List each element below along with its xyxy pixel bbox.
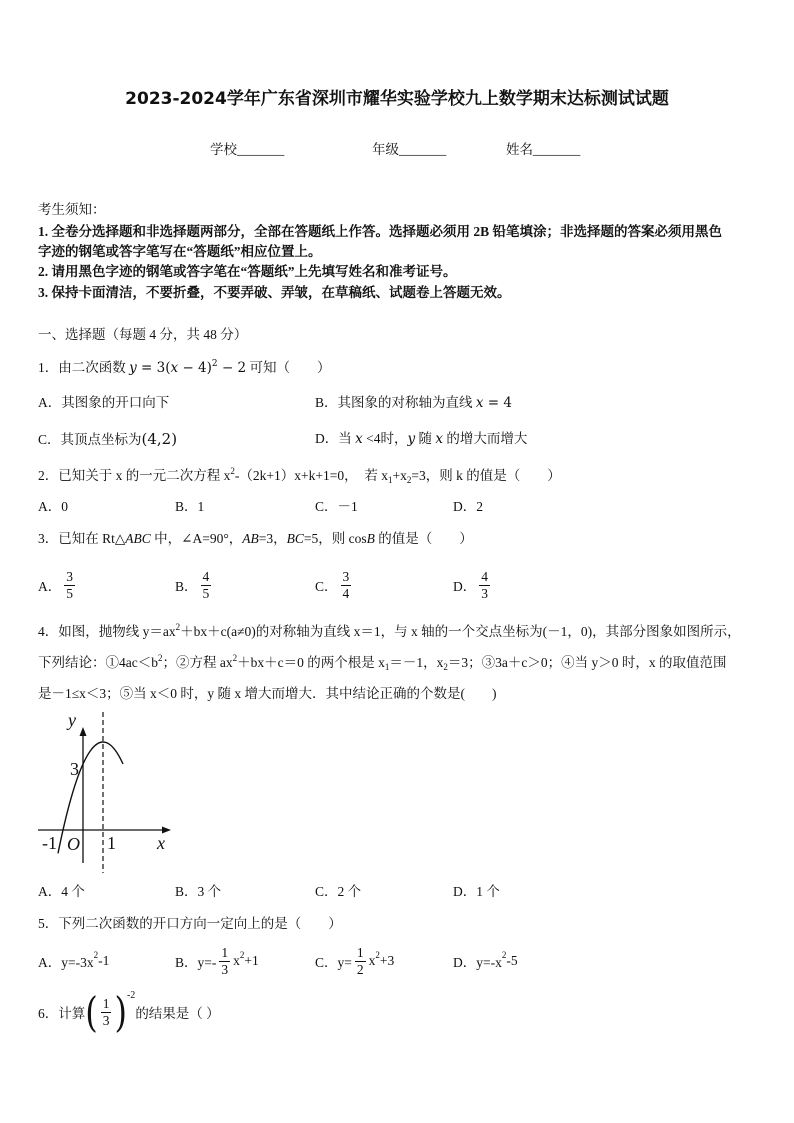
q5-option-var: x <box>368 953 376 968</box>
q5-exponent: 2 <box>501 950 507 960</box>
q3-var: BC <box>286 531 304 546</box>
fraction-numerator: 4 <box>202 568 210 584</box>
q1-option-d-text: 的增大而增大 <box>443 431 528 446</box>
q1-option-d-var: y <box>407 431 416 447</box>
fraction-denominator: 3 <box>102 1012 110 1028</box>
exam-title: 2023-2024学年广东省深圳市耀华实验学校九上数学期末达标测试试题 <box>125 89 669 109</box>
q4-text: ＋bx＋c(a≠0)的对称轴为直线 x＝1，与 x 轴的一个交点坐标为(－1，0)，其部分图象如图所示， <box>180 624 741 639</box>
grade-field: 年级_______ <box>372 142 447 157</box>
q3-text: 中，∠A=90°， <box>150 531 243 546</box>
q2-text: -（2k+1）x+k+1=0， 若 x <box>234 468 388 483</box>
notice-item-1: 1. 全卷分选择题和非选择题两部分，全部在答题纸上作答。选择题必须用 2B 铅笔填涂；非选择题的答案必须用黑色 <box>38 224 723 239</box>
q6-left-paren: ( <box>85 987 98 1037</box>
x-neg-tick-label: -1 <box>42 833 57 853</box>
q5-option-text: B．y=- <box>175 955 217 970</box>
q5-option-c <box>315 942 394 980</box>
q1-text: 1．由二次函数 <box>38 360 130 375</box>
q5-option-text: +3 <box>379 953 395 968</box>
q6-exponent: -2 <box>126 990 136 1001</box>
y-intercept-label: 3 <box>70 759 79 779</box>
q5-option-var: x <box>233 953 240 968</box>
fraction-denominator: 5 <box>202 585 210 601</box>
q1-option-d-var: x <box>355 431 363 447</box>
q6-text: 6．计算 <box>38 1006 86 1021</box>
q4-option-d: D．1 个 <box>453 884 500 899</box>
q3-option-label: B． <box>175 579 198 594</box>
q2-subscript: 2 <box>406 475 412 485</box>
q1-right-paren: ) <box>206 360 212 376</box>
q3-option-fraction <box>201 569 212 602</box>
q3-text: =5，则 cos <box>303 531 367 546</box>
q3-option-c <box>315 566 354 604</box>
fraction-denominator: 5 <box>66 585 73 601</box>
fraction-numerator: 1 <box>102 995 110 1011</box>
q1-formula-part: − 4 <box>178 360 207 376</box>
fraction-numerator: 1 <box>356 944 364 960</box>
q5-option-fraction <box>355 945 366 978</box>
origin-label: O <box>67 834 80 854</box>
q2-exponent: 2 <box>230 466 235 476</box>
q3-option-b <box>175 566 214 604</box>
q5-option-text: -5 <box>506 953 518 968</box>
q5-exponent: 2 <box>93 950 99 960</box>
section-1-heading: 一、选择题（每题 4 分，共 48 分） <box>38 327 248 342</box>
q1-left-paren: ( <box>165 360 171 376</box>
question-5-stem: 5．下列二次函数的开口方向一定向上的是（ ） <box>38 916 342 931</box>
q5-option-text: +1 <box>244 953 259 968</box>
q3-option-label: C． <box>315 579 338 594</box>
q6-fraction <box>101 996 112 1029</box>
q5-option-text: C．y= <box>315 955 352 970</box>
q1-option-b <box>315 394 512 412</box>
q3-text: 的值是（ ） <box>374 531 473 546</box>
notice-heading: 考生须知： <box>38 202 106 217</box>
q4-option-a: A．4 个 <box>38 884 85 899</box>
q2-option-d: D．2 <box>453 499 483 514</box>
q6-right-paren: ) <box>114 987 127 1037</box>
parabola-figure <box>30 705 180 880</box>
q3-option-label: D． <box>453 579 477 594</box>
question-1-stem <box>38 359 331 379</box>
q3-option-d <box>453 566 493 604</box>
q4-text: ＝3；③3a＋c＞0；④当 y＞0 时，x 的取值范围 <box>447 655 727 670</box>
q3-text: =3， <box>258 531 287 546</box>
q1-option-a-text: A．其图象的开口向下 <box>38 395 170 410</box>
q1-exponent: 2 <box>211 359 218 369</box>
q2-subscript: 1 <box>387 475 393 485</box>
fraction-numerator: 3 <box>66 568 73 584</box>
q5-option-b <box>175 942 259 980</box>
q1-option-c <box>38 430 177 449</box>
question-4-line-3: 是－1≤x＜3；⑤当 x＜0 时，y 随 x 增大而增大．其中结论正确的个数是( ) <box>38 686 497 701</box>
q1-option-a <box>38 394 169 412</box>
q1-option-b-text: = 4 <box>483 395 512 411</box>
q2-option-b: B．1 <box>175 499 205 514</box>
q5-option-a <box>38 942 109 980</box>
q1-option-d-var: x <box>435 431 444 447</box>
q3-option-label: A． <box>38 579 62 594</box>
q6-text: 的结果是（ ） <box>135 1006 220 1021</box>
q5-option-text: -1 <box>98 953 110 968</box>
fraction-numerator: 4 <box>481 568 488 584</box>
fraction-denominator: 3 <box>221 961 229 977</box>
q1-option-d-text: 随 <box>415 431 436 446</box>
q5-option-text: A．y=-3x <box>38 955 94 970</box>
q3-option-fraction <box>479 569 490 602</box>
notice-item-2: 2. 请用黑色字迹的钢笔或答字笔在“答题纸”上先填写姓名和准考证号。 <box>38 264 457 279</box>
q3-var: AB <box>242 531 259 546</box>
q4-option-c: C．2 个 <box>315 884 362 899</box>
q1-option-d <box>315 430 527 448</box>
question-3-stem <box>38 530 473 548</box>
q1-var-x: x <box>170 360 179 376</box>
q3-text: 3．已知在 Rt△ <box>38 531 126 546</box>
q3-option-a <box>38 566 78 604</box>
q4-text: ＋bx＋c＝0 的两个根是 x <box>237 655 385 670</box>
q4-option-b: B．3 个 <box>175 884 222 899</box>
q2-text: +x <box>392 468 407 483</box>
q4-text: 下列结论：①4ac＜b <box>38 655 158 670</box>
q4-text: 4．如图，抛物线 y＝ax <box>38 624 176 639</box>
q2-text: 2．已知关于 x 的一元二次方程 x <box>38 468 231 483</box>
q3-option-fraction <box>341 569 352 602</box>
q5-option-text: D．y=-x <box>453 955 502 970</box>
notice-item-1-cont: 字迹的钢笔或答字笔写在“答题纸”相应位置上。 <box>38 244 322 259</box>
q4-exponent: 2 <box>157 653 163 663</box>
q5-option-d <box>453 942 518 980</box>
q4-exponent: 2 <box>175 622 181 632</box>
q4-subscript: 1 <box>384 662 390 672</box>
q3-var: B <box>366 531 375 546</box>
x-axis-label: x <box>157 833 165 853</box>
fraction-numerator: 3 <box>342 568 350 584</box>
q5-exponent: 2 <box>375 950 380 960</box>
q1-option-d-text: D．当 <box>315 431 356 446</box>
q2-text: =3，则 k 的值是（ ） <box>411 468 561 483</box>
q2-option-c: C．－1 <box>315 499 358 514</box>
question-2-stem <box>38 467 561 486</box>
q5-option-fraction <box>219 945 230 978</box>
q1-var-y: y <box>129 360 137 376</box>
q1-text: 可知（ ） <box>246 360 331 375</box>
q4-text: ＝－1，x <box>389 655 444 670</box>
q2-option-a: A．0 <box>38 499 68 514</box>
q3-option-fraction <box>64 569 75 602</box>
fraction-denominator: 3 <box>481 585 488 601</box>
q1-option-b-text: B．其图象的对称轴为直线 <box>315 395 476 410</box>
q5-exponent: 2 <box>239 950 245 960</box>
q4-exponent: 2 <box>232 653 238 663</box>
y-axis-label: y <box>68 710 76 730</box>
school-field: 学校_______ <box>210 142 285 157</box>
x-tick-label: 1 <box>107 833 116 853</box>
q4-text: ；②方程 ax <box>162 655 233 670</box>
q1-formula-part: = 3 <box>136 360 166 376</box>
y-axis-arrow <box>80 727 87 736</box>
fraction-numerator: 1 <box>221 944 229 960</box>
q1-option-c-text: C．其顶点坐标为 <box>38 432 142 447</box>
q1-option-c-point: (4,2) <box>141 430 178 448</box>
name-field: 姓名_______ <box>506 142 581 157</box>
q1-formula-part: − 2 <box>217 360 247 376</box>
q1-option-d-text: <4时， <box>362 431 408 446</box>
question-4-line-1 <box>38 623 741 642</box>
notice-item-3: 3. 保持卡面清洁，不要折叠，不要弄破、弄皱，在草稿纸、试题卷上答题无效。 <box>38 285 511 300</box>
q4-subscript: 2 <box>443 662 448 672</box>
question-4-line-2 <box>38 654 726 673</box>
q1-option-b-var: x <box>475 395 484 411</box>
question-6-stem <box>38 988 220 1036</box>
fraction-denominator: 2 <box>356 961 364 977</box>
q3-var: ABC <box>125 531 151 546</box>
fraction-denominator: 4 <box>342 585 350 601</box>
